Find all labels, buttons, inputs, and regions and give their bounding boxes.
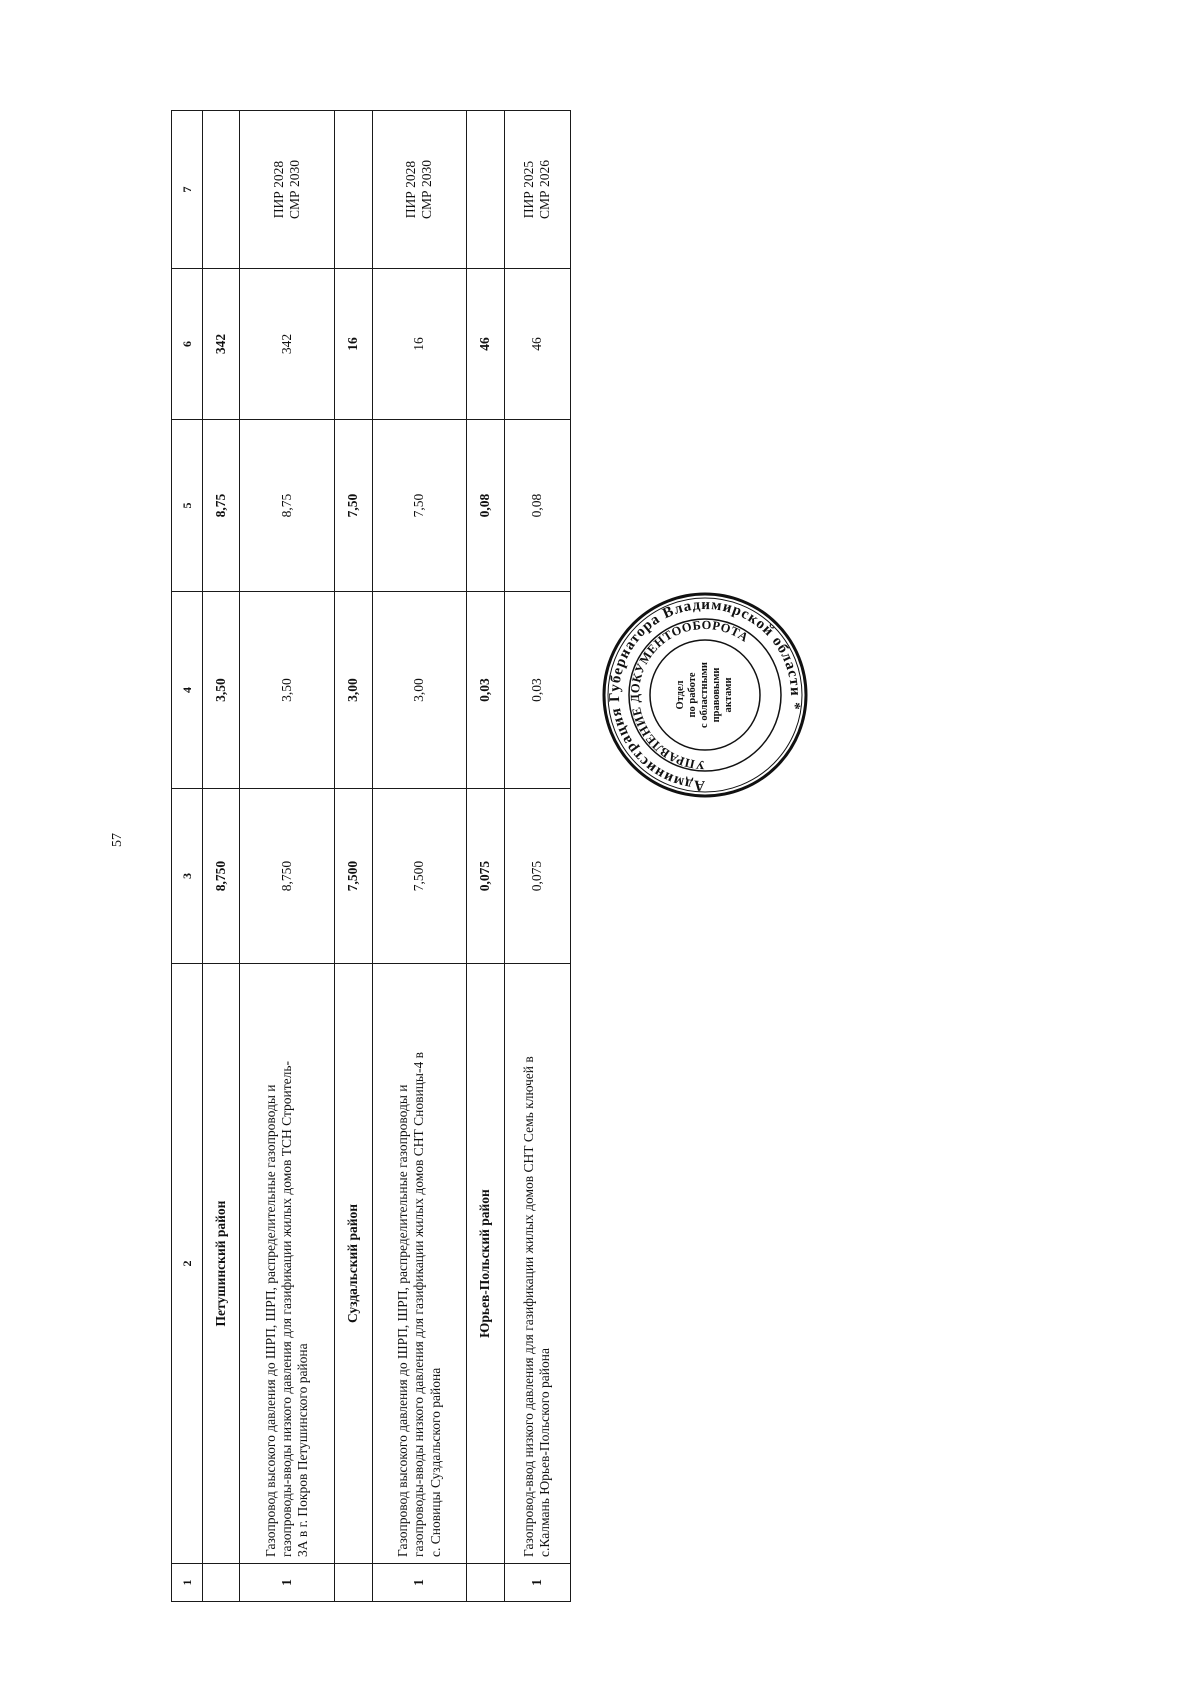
object-description <box>240 964 335 1564</box>
value-cell-c6: 46 <box>467 269 504 420</box>
row-number <box>467 1564 504 1602</box>
stamp-inner-line: по работе <box>686 672 698 718</box>
description-line: Суздальский район <box>345 1203 361 1324</box>
description-line: с. Сновицы Суздальского района <box>427 1367 443 1557</box>
schedule-cell <box>467 111 504 269</box>
description-line: Газопровод высокого давления до ШРП, ШРП, распределительные газопроводы и <box>262 1084 278 1557</box>
value-cell-c3: 7,500 <box>372 789 467 964</box>
row-number <box>335 1564 372 1602</box>
value-cell-c3: 0,075 <box>504 789 570 964</box>
stamp-inner-text <box>600 590 810 800</box>
object-description <box>372 964 467 1564</box>
schedule-cell <box>504 111 570 269</box>
value-cell-c3: 8,750 <box>240 789 335 964</box>
stamp-inner-line: правовыми <box>711 667 723 723</box>
value-cell-c4: 3,00 <box>335 592 372 789</box>
value-cell-c6: 342 <box>240 269 335 420</box>
schedule-line: ПИР 2028 <box>270 160 286 219</box>
schedule-line: ПИР 2028 <box>403 160 419 219</box>
value-cell-c4: 0,03 <box>467 592 504 789</box>
table-row <box>504 111 570 1602</box>
object-description <box>504 964 570 1564</box>
value-cell-c6: 46 <box>504 269 570 420</box>
stamp-middle-text: УПРАВЛЕНИЕ ДОКУМЕНТООБОРОТА <box>627 617 752 773</box>
value-cell-c5: 8,75 <box>240 420 335 592</box>
stamp-outer-text: Администрация Губернатора Владимирской области * <box>606 596 804 794</box>
schedule-cell <box>202 111 239 269</box>
header-cell: 5 <box>172 420 203 592</box>
description-line: Газопровод высокого давления до ШРП, ШРП, распределительные газопроводы и <box>395 1084 411 1557</box>
value-cell-c3: 8,750 <box>202 789 239 964</box>
schedule-cell <box>372 111 467 269</box>
value-cell-c4: 3,50 <box>202 592 239 789</box>
value-cell-c5: 7,50 <box>372 420 467 592</box>
district-row <box>335 111 372 1602</box>
row-number: 1 <box>240 1564 335 1602</box>
header-cell: 1 <box>172 1564 203 1602</box>
schedule-line: СМР 2030 <box>419 160 435 219</box>
value-cell-c5: 7,50 <box>335 420 372 592</box>
table-container <box>171 111 571 1602</box>
header-cell: 2 <box>172 964 203 1564</box>
schedule-line: ПИР 2025 <box>521 160 537 219</box>
description-line: 3А в г. Покров Петушинского района <box>295 1343 311 1557</box>
description-line: с.Калмань Юрьев-Польского района <box>537 1348 553 1557</box>
value-cell-c4: 3,00 <box>372 592 467 789</box>
district-row <box>467 111 504 1602</box>
value-cell-c6: 16 <box>335 269 372 420</box>
value-cell-c6: 16 <box>372 269 467 420</box>
value-cell-c5: 0,08 <box>467 420 504 592</box>
value-cell-c3: 0,075 <box>467 789 504 964</box>
row-number: 1 <box>372 1564 467 1602</box>
row-number <box>202 1564 239 1602</box>
value-cell-c3: 7,500 <box>335 789 372 964</box>
value-cell-c4: 3,50 <box>240 592 335 789</box>
table-row <box>240 111 335 1602</box>
description-line: газопроводы-вводы низкого давления для газификации жилых домов СНТ Сновицы-4 в <box>411 1052 427 1557</box>
value-cell-c6: 342 <box>202 269 239 420</box>
stamp-inner-line: актами <box>723 677 735 713</box>
stamp-inner-line: с областными <box>698 662 710 728</box>
header-cell: 4 <box>172 592 203 789</box>
schedule-cell <box>335 111 372 269</box>
schedule-line: СМР 2026 <box>537 160 553 219</box>
schedule-line: СМР 2030 <box>287 160 303 219</box>
value-cell-c5: 8,75 <box>202 420 239 592</box>
value-cell-c5: 0,08 <box>504 420 570 592</box>
district-row <box>202 111 239 1602</box>
header-row <box>172 111 203 1602</box>
stamp-inner-line: Отдел <box>674 680 686 710</box>
district-name <box>467 964 504 1564</box>
description-line: Петушинский район <box>212 1200 228 1327</box>
official-stamp <box>600 590 810 800</box>
schedule-cell <box>240 111 335 269</box>
table-body <box>172 111 571 1602</box>
row-number: 1 <box>504 1564 570 1602</box>
header-cell: 7 <box>172 111 203 269</box>
value-cell-c4: 0,03 <box>504 592 570 789</box>
gasification-table <box>171 110 571 1602</box>
district-name <box>335 964 372 1564</box>
description-line: Юрьев-Польский район <box>477 1189 493 1338</box>
district-name <box>202 964 239 1564</box>
table-row <box>372 111 467 1602</box>
header-cell: 6 <box>172 269 203 420</box>
description-line: газопроводы-вводы низкого давления для газификации жилых домов ТСН Строитель- <box>279 1060 295 1557</box>
header-cell: 3 <box>172 789 203 964</box>
page-number: 57 <box>110 833 125 847</box>
description-line: Газопровод-ввод низкого давления для газификации жилых домов СНТ Семь ключей в <box>521 1056 537 1557</box>
